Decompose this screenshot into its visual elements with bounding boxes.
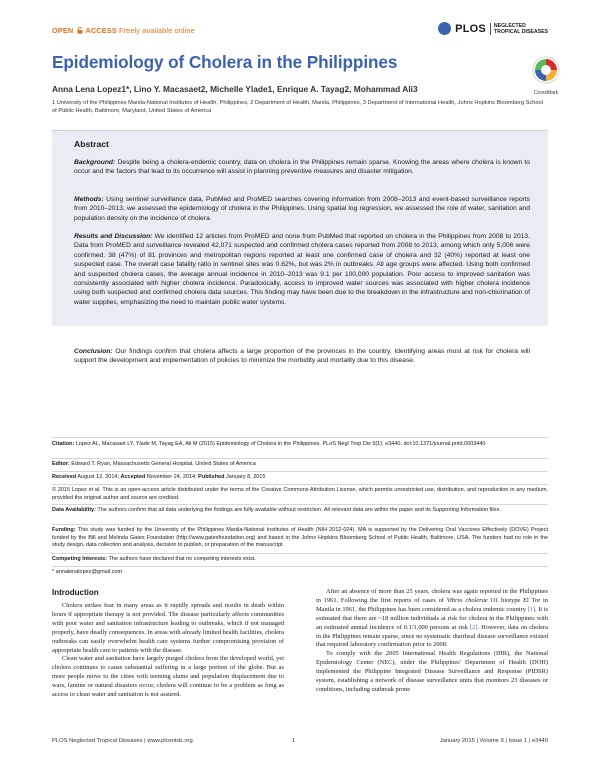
divider bbox=[52, 504, 548, 505]
copyright: © 2015 Lopez et al. This is an open-access article distributed under the terms of the Creative Commons Attribution License, which permits unrestricted use, distribution, and reproduction in any medium, provided the original author and source are credited. bbox=[52, 487, 548, 501]
data-availability-label: Data Availability: bbox=[52, 507, 96, 513]
background-text: Despite being a cholera-endemic country, data on cholera in the Philippines remain sparse. Knowing the areas where cholera is known to occur and the factors that lead to its occurrence will assist in planning preventive measures and disaster mitigation. bbox=[74, 159, 530, 176]
abstract-conclusion bbox=[74, 347, 530, 366]
access-label: ACCESS bbox=[85, 26, 117, 35]
editor-label: Editor: bbox=[52, 461, 70, 467]
open-access-banner bbox=[52, 26, 195, 35]
received-label: Received bbox=[52, 474, 77, 480]
left-column bbox=[52, 602, 284, 700]
intro-paragraph-3 bbox=[316, 588, 548, 650]
published-date: January 8, 2015 bbox=[224, 474, 266, 480]
dates bbox=[52, 474, 548, 482]
page-number: 1 bbox=[292, 738, 296, 744]
p3-text-b: O1 biotype El Tor in Manila in 1961, the Philippines has been considered as a cholera endemic country bbox=[316, 596, 548, 613]
funding-label: Funding: bbox=[52, 527, 76, 533]
funding bbox=[52, 527, 548, 550]
article-title: Epidemiology of Cholera in the Philippines bbox=[52, 52, 398, 72]
results-text: We identified 12 articles from ProMED and none from PubMed that reported on cholera in the Philippines from 2008 to 2013. Data from ProMED and surveillance revealed 42,071 suspected and confirmed cholera cases reported from 2008 to 2013, among which only 5,006 were confirmed. 38 (47%) of 81 provinces and metropolitan regions reported at least one confirmed case of cholera and 32 (40%) reported at least one suspected case. The overall case fatality ratio in sentinel sites was 0.62%, but was 2% in outbreaks. All age groups were affected. Using both confirmed and suspected cholera cases, the average annual incidence in 2010–2013 was 9.1 per 100,000 population. Poor access to improved sanitation was consistently associated with higher cholera incidence. Paradoxically, access to improved water sources was associated with higher cholera incidence using both suspected and confirmed cholera data sources. This finding may have been due to the breakdown in the infrastructure and non-chlorination of water supplies, emphasizing the need to maintain public water systems. bbox=[74, 233, 531, 306]
abstract-results bbox=[74, 232, 530, 307]
intro-paragraph-4: To comply with the 2005 International Health Regulations (IHR), the National Epidemiology Center (NEC), under the Philippines' Department of Health (DOH) implemented the Philippine Integrated Disease Surveillance and Response (PIDSR) system, establishing a network of disease surveillance units that monitors 23 diseases or conditions, including outbreak prone bbox=[316, 650, 548, 693]
divider bbox=[52, 471, 548, 472]
footer-issue: January 2015 | Volume 9 | Issue 1 | e3440 bbox=[439, 738, 548, 744]
received-date: August 12, 2014; bbox=[76, 474, 121, 480]
abstract-background bbox=[74, 158, 530, 177]
conclusion-label: Conclusion: bbox=[74, 348, 113, 355]
data-availability bbox=[52, 507, 548, 515]
abstract-heading: Abstract bbox=[74, 139, 109, 149]
crossmark-icon bbox=[531, 55, 561, 85]
p3-text-c: . It is estimated that there are ~18 million individuals at risk for cholera in the Philippines with an estimated annual incidence of 0.1/1,000 persons at risk bbox=[316, 605, 548, 631]
citation bbox=[52, 441, 548, 449]
intro-paragraph-1: Cholera strikes fear in many areas as it rapidly spreads and results in death within hours if appropriate therapy is not provided. The disease particularly affects communities with poor water and sanitation infrastructure leading to outbreaks, which if not managed properly, have deadly consequences. In areas with already limited health facilities, cholera outbreaks can easily overwhelm health care systems further compromising provision of appropriate health care to patients with the disease. bbox=[52, 602, 284, 654]
journal-name bbox=[490, 23, 548, 35]
divider bbox=[52, 437, 548, 438]
p3-text-a: After an absence of more than 25 years, cholera was again reported in the Philippines in 1961. Following the first reports of cases of bbox=[316, 588, 548, 604]
right-column bbox=[316, 588, 548, 695]
open-access-label: OPEN bbox=[52, 26, 74, 35]
intro-paragraph-2: Clean water and sanitation have largely purged cholera from the developed world, yet cholera continues to cause substantial suffering in a large portion of the globe. But as more people move to the cities with teeming slums and population displacement due to wars, famine or natural disasters occur, cholera will continue to be a problem as long as access to clean water and sanitation is not assured. bbox=[52, 655, 284, 699]
author-list: Anna Lena Lopez1*, Lino Y. Macasaet2, Michelle Ylade1, Enrique A. Tayag2, Mohammad Ali3 bbox=[52, 84, 418, 94]
reference-link-1[interactable]: [1] bbox=[527, 605, 535, 613]
citation-label: Citation: bbox=[52, 441, 75, 447]
corresponding-email[interactable]: * annalenalopez@gmail.com bbox=[52, 569, 123, 575]
funding-text: This study was funded by the University of the Philippines Manila-National Institutes of Health (NIH 2012-024). MA is supported by the Delivering Oral Vaccines Effectively (DOVE) Project funded by the Bill and Melinda Gates Foundation (http://www.gatesfoundation.org) and based in the Johns Hopkins Bloomberg School of Public Health, Baltimore, USA. The funders had no role in the study design, data collection and analysis, decision to publish, or preparation of the manuscript. bbox=[52, 527, 548, 549]
divider bbox=[52, 484, 548, 485]
affiliations: 1 University of the Philippines Manila-National Institutes of Health, Philippines, 2 Department of Health, Manila, Philippines, 3 Department of International Health, Johns Hopkins Bloomberg School of Public Health, Baltimore, Maryland, United States of America bbox=[52, 100, 543, 115]
citation-text: Lopez AL, Macasaet LY, Ylade M, Tayag EA, Ali M (2015) Epidemiology of Cholera in the Philippines. PLoS Negl Trop Dis 9(1): e3440. doi:10.1371/journal.pntd.0003440 bbox=[74, 441, 486, 447]
divider bbox=[52, 553, 548, 554]
editor bbox=[52, 461, 548, 469]
divider bbox=[52, 566, 548, 567]
footer-journal: PLOS Neglected Tropical Diseases | www.plosntds.org bbox=[52, 738, 193, 744]
divider bbox=[52, 524, 548, 525]
crossmark-label: CrossMark bbox=[533, 90, 559, 96]
background-label: Background: bbox=[74, 159, 116, 166]
methods-text: Using sentinel surveillance data, PubMed and ProMED searches covering information from 2008–2013 and event-based surveillance reports from 2010–2013, we assessed the epidemiology of cholera in the Philippines. Using spatial log regression, we assessed the role of water, sanitation and population density on the incidence of cholera. bbox=[74, 196, 530, 222]
journal-name-line1: NEGLECTED bbox=[493, 22, 526, 29]
freely-available-label: Freely available online bbox=[118, 26, 195, 35]
introduction-heading: Introduction bbox=[52, 588, 99, 597]
abstract-methods bbox=[74, 195, 530, 223]
divider bbox=[52, 458, 548, 459]
accepted-label: Accepted bbox=[120, 474, 146, 480]
p3-text-d: . However, data on cholera in the Philippines remain sparse, since no systematic diarrheal disease surveillance existed that required laboratory confirmation prior to 2008. bbox=[316, 623, 548, 649]
competing-label: Competing Interests: bbox=[52, 556, 108, 562]
methods-label: Methods: bbox=[74, 196, 104, 203]
crossmark-badge[interactable] bbox=[525, 55, 567, 96]
competing-text: The authors have declared that no competing interests exist. bbox=[107, 556, 256, 562]
reference-link-2[interactable]: [2] bbox=[470, 623, 478, 631]
plos-badge-icon bbox=[438, 22, 451, 35]
journal-name-line2: TROPICAL DISEASES bbox=[493, 28, 548, 35]
data-availability-text: The authors confirm that all data underlying the findings are fully available without restriction. All relevant data are within the paper and its Supporting Information files. bbox=[95, 507, 501, 513]
results-label: Results and Discussion: bbox=[74, 233, 153, 240]
published-label: Published bbox=[198, 474, 225, 480]
species-name: Vibrio cholerae bbox=[446, 596, 488, 604]
abstract-box bbox=[52, 130, 548, 365]
plos-wordmark: PLOS bbox=[455, 22, 486, 35]
editor-text: Edward T. Ryan, Massachusetts General Hospital, United States of America bbox=[69, 461, 256, 467]
journal-logo bbox=[438, 22, 548, 35]
accepted-date: November 24, 2014; bbox=[145, 474, 199, 480]
open-lock-icon bbox=[77, 27, 83, 34]
conclusion-text: Our findings confirm that cholera affects a large proportion of the provinces in the country. Identifying areas most at risk for cholera will support the development and implementation of policies to minimize the morbidity and mortality due to this disease. bbox=[74, 348, 530, 365]
competing-interests bbox=[52, 556, 548, 564]
